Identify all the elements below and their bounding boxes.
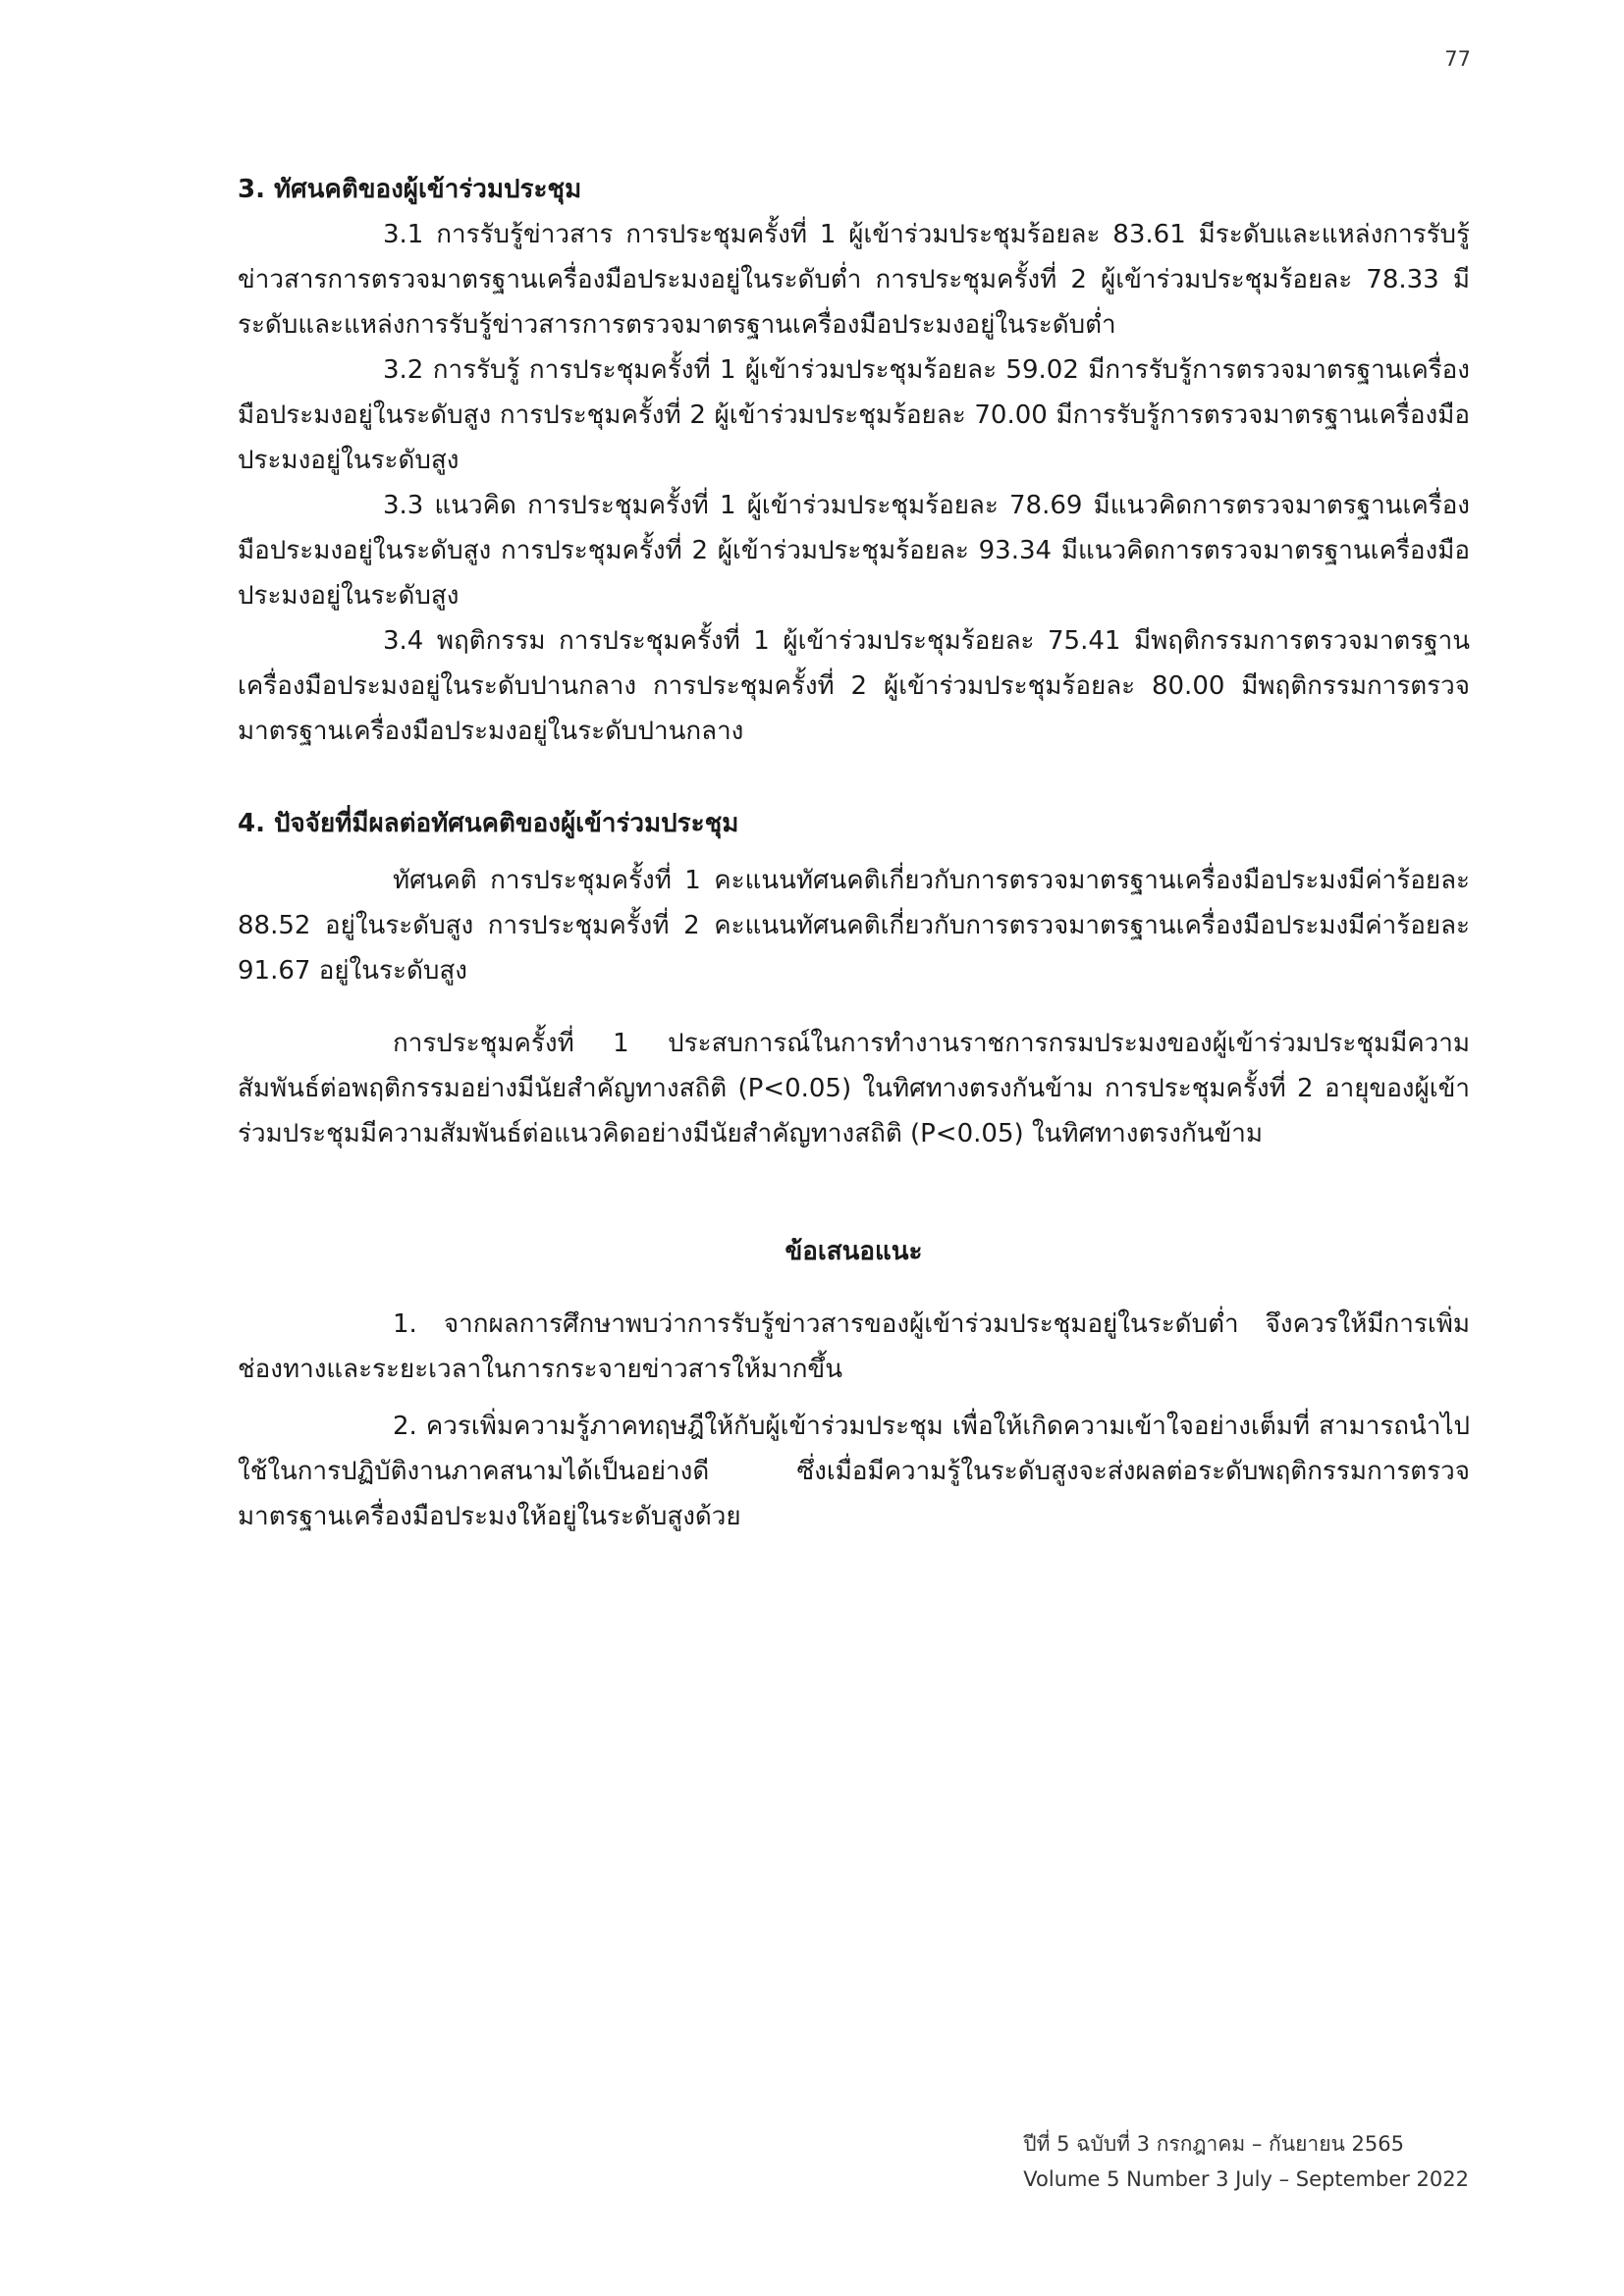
recommendation-1-paragraph: 1. จากผลการศึกษาพบว่าการรับรู้ข่าวสารของผู้เข้าร่วมประชุมอยู่ในระดับต่ำ จึงควรให้มีการเพิ่มช่องทางและระยะเวลาในการกระจายข่าวสารให้มากขึ้น	[238, 1309, 1470, 1384]
recommendations-heading: ข้อเสนอแนะ	[785, 1237, 923, 1266]
section-3-1-paragraph: 3.1 การรับรู้ข่าวสาร การประชุมครั้งที่ 1 ผู้เข้าร่วมประชุมร้อยละ 83.61 มีระดับและแหล่งการรับรู้ข่าวสารการตรวจมาตรฐานเครื่องมือประมงอยู่ในระดับต่ำ การประชุมครั้งที่ 2 ผู้เข้าร่วมประชุมร้อยละ 78.33 มีระดับและแหล่งการรับรู้ข่าวสารการตรวจมาตรฐานเครื่องมือประมงอยู่ในระดับต่ำ	[238, 220, 1470, 340]
footer-thai-issue: ปีที่ 5 ฉบับที่ 3 กรกฎาคม – กันยายน 2565	[1023, 2132, 1404, 2156]
footer-english-issue: Volume 5 Number 3 July – September 2022	[1023, 2167, 1469, 2191]
recommendation-2-paragraph: 2. ควรเพิ่มความรู้ภาคทฤษฎีให้กับผู้เข้าร่วมประชุม เพื่อให้เกิดความเข้าใจอย่างเต็มที่ สามารถนำไปใช้ในการปฏิบัติงานภาคสนามได้เป็นอย่างดี ซึ่งเมื่อมีความรู้ในระดับสูงจะส่งผลต่อระดับพฤติกรรมการตรวจมาตรฐานเครื่องมือประมงให้อยู่ในระดับสูงด้วย	[238, 1412, 1470, 1531]
journal-footer	[1023, 2126, 1469, 2197]
section-4-correlation-paragraph: การประชุมครั้งที่ 1 ประสบการณ์ในการทำงานราชการกรมประมงของผู้เข้าร่วมประชุมมีความสัมพันธ์ต่อพฤติกรรมอย่างมีนัยสำคัญทางสถิติ (P<0.05) ในทิศทางตรงกันข้าม การประชุมครั้งที่ 2 อายุของผู้เข้าร่วมประชุมมีความสัมพันธ์ต่อแนวคิดอย่างมีนัยสำคัญทางสถิติ (P<0.05) ในทิศทางตรงกันข้าม	[238, 1029, 1471, 1148]
section-3-2-paragraph: 3.2 การรับรู้ การประชุมครั้งที่ 1 ผู้เข้าร่วมประชุมร้อยละ 59.02 มีการรับรู้การตรวจมาตรฐานเครื่องมือประมงอยู่ในระดับสูง การประชุมครั้งที่ 2 ผู้เข้าร่วมประชุมร้อยละ 70.00 มีการรับรู้การตรวจมาตรฐานเครื่องมือประมงอยู่ในระดับสูง	[238, 355, 1470, 475]
page-content	[238, 167, 1470, 1539]
page-number: 77	[1444, 47, 1471, 71]
section-3-3-paragraph: 3.3 แนวคิด การประชุมครั้งที่ 1 ผู้เข้าร่วมประชุมร้อยละ 78.69 มีแนวคิดการตรวจมาตรฐานเครื่องมือประมงอยู่ในระดับสูง การประชุมครั้งที่ 2 ผู้เข้าร่วมประชุมร้อยละ 93.34 มีแนวคิดการตรวจมาตรฐานเครื่องมือประมงอยู่ในระดับสูง	[238, 491, 1470, 611]
section-4-heading: 4. ปัจจัยที่มีผลต่อทัศนคติของผู้เข้าร่วมประชุม	[238, 809, 739, 838]
section-3-4-paragraph: 3.4 พฤติกรรม การประชุมครั้งที่ 1 ผู้เข้าร่วมประชุมร้อยละ 75.41 มีพฤติกรรมการตรวจมาตรฐานเครื่องมือประมงอยู่ในระดับปานกลาง การประชุมครั้งที่ 2 ผู้เข้าร่วมประชุมร้อยละ 80.00 มีพฤติกรรมการตรวจมาตรฐานเครื่องมือประมงอยู่ในระดับปานกลาง	[238, 626, 1470, 746]
section-3-heading: 3. ทัศนคติของผู้เข้าร่วมประชุม	[238, 175, 582, 204]
section-4-attitude-paragraph: ทัศนคติ การประชุมครั้งที่ 1 คะแนนทัศนคติเกี่ยวกับการตรวจมาตรฐานเครื่องมือประมงมีค่าร้อยละ 88.52 อยู่ในระดับสูง การประชุมครั้งที่ 2 คะแนนทัศนคติเกี่ยวกับการตรวจมาตรฐานเครื่องมือประมงมีค่าร้อยละ 91.67 อยู่ในระดับสูง	[238, 866, 1470, 986]
